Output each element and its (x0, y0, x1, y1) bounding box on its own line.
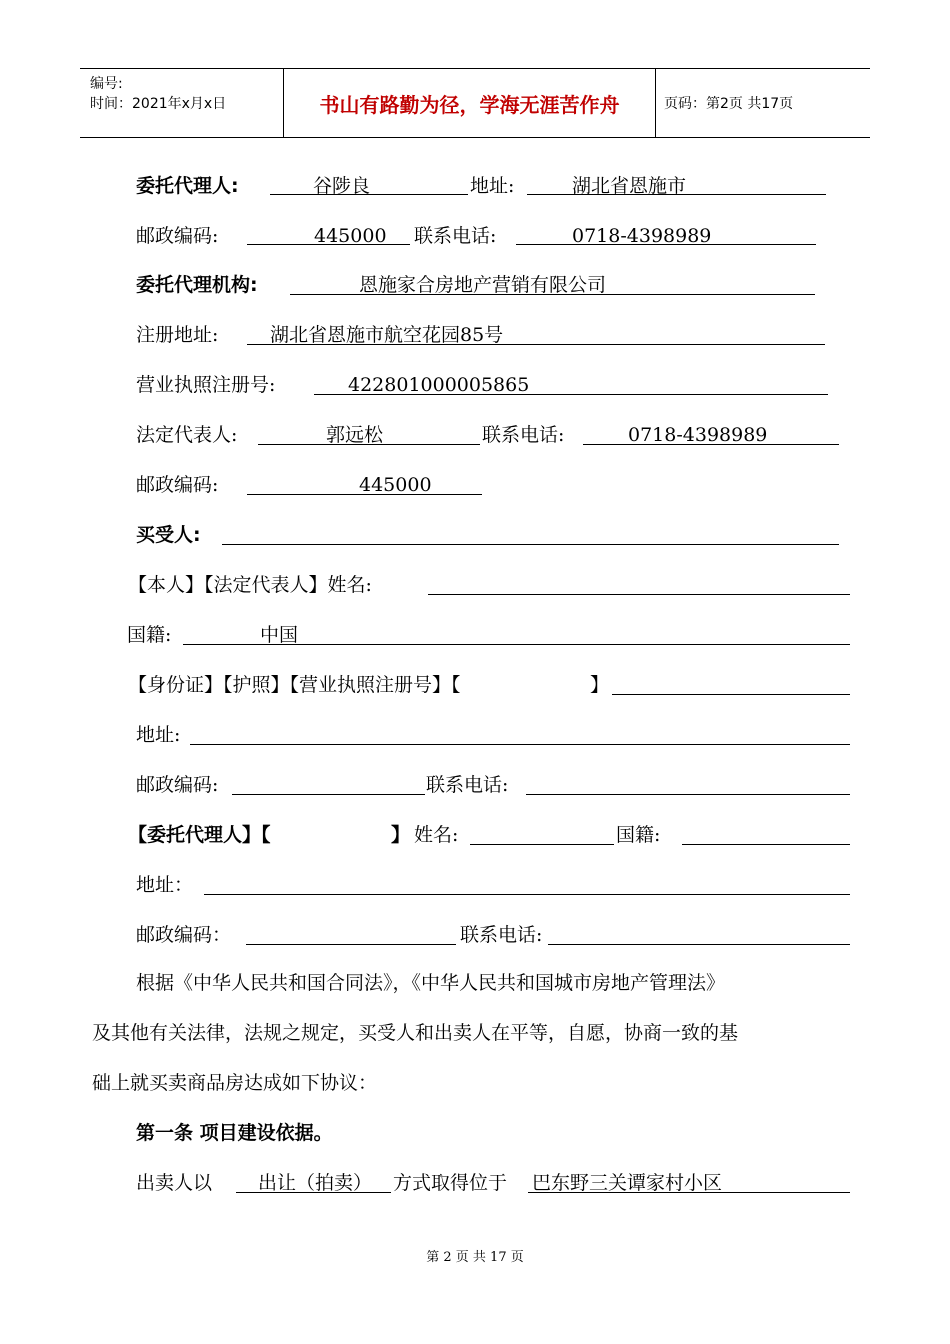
buyer-postcode-label: 邮政编码: (136, 774, 219, 796)
buyer-phone-label: 联系电话: (426, 774, 509, 796)
body-line-2: 及其他有关法律，法规之规定，买受人和出卖人在平等，自愿，协商一致的基 (92, 1022, 739, 1044)
number-label: 编号: (90, 76, 123, 92)
buyer-agent-phone-label: 联系电话: (460, 924, 543, 946)
time-label: 时间：2021年x月x日 (90, 96, 227, 112)
underline (258, 444, 480, 445)
buyer-label: 买受人: (136, 524, 201, 546)
header-page-info: 页码：第2页 共17页 (664, 96, 794, 112)
agency-legal-rep: 郭远松 (326, 424, 384, 446)
underline (204, 894, 850, 895)
buyer-agent-address-row (0, 870, 950, 900)
agency-postcode-label: 邮政编码: (136, 474, 219, 496)
underline (583, 444, 839, 445)
underline (314, 394, 828, 395)
agency-license-row (0, 370, 950, 400)
agency-address-row (0, 320, 950, 350)
agent-phone-label: 联系电话: (414, 225, 497, 247)
body-line-1: 根据《中华人民共和国合同法》，《中华人民共和国城市房地产管理法》 (136, 972, 726, 994)
body-line-2-row (0, 1018, 950, 1048)
buyer-agent-label: 【委托代理人】【 (128, 824, 271, 846)
underline (236, 1192, 391, 1193)
buyer-nationality-row (0, 620, 950, 650)
agency-license-label: 营业执照注册号: (136, 374, 276, 396)
buyer-contact-row (0, 770, 950, 800)
buyer-agent-contact-row (0, 920, 950, 950)
agency-phone: 0718-4398989 (628, 424, 768, 446)
seller-row (0, 1168, 950, 1198)
agency-label: 委托代理机构: (136, 274, 258, 296)
underline (222, 544, 839, 545)
agent-postcode-label: 邮政编码: (136, 225, 219, 247)
agent-label: 委托代理人: (136, 175, 239, 197)
page-header (80, 68, 870, 138)
header-motto: 书山有路勤为径，学海无涯苦作舟 (284, 69, 656, 137)
agency-postcode: 445000 (359, 474, 432, 496)
project-location: 巴东野三关谭家村小区 (532, 1172, 723, 1194)
buyer-agent-row (0, 820, 950, 850)
agency-legal-rep-row (0, 420, 950, 450)
underline (270, 194, 468, 195)
agent-postcode: 445000 (314, 225, 387, 247)
agent-row (0, 171, 950, 201)
underline (682, 844, 850, 845)
acquisition-method-tail: 方式取得位于 (393, 1172, 508, 1194)
underline (428, 594, 850, 595)
underline (246, 944, 456, 945)
underline (190, 744, 850, 745)
buyer-agent-close: 】 (391, 824, 411, 846)
acquisition-method: 出让（拍卖） (258, 1172, 373, 1194)
buyer-address-label: 地址: (136, 724, 181, 746)
buyer-nationality-label: 国籍: (127, 624, 172, 646)
agent-contact-row (0, 221, 950, 251)
agent-name: 谷陟良 (313, 175, 371, 197)
underline (247, 244, 410, 245)
underline (247, 494, 482, 495)
underline (612, 694, 850, 695)
article-title: 第一条 项目建设依据。 (136, 1122, 333, 1144)
underline (247, 344, 825, 345)
underline (526, 794, 850, 795)
underline (470, 844, 614, 845)
underline (232, 794, 425, 795)
agent-phone: 0718-4398989 (572, 225, 712, 247)
underline (548, 944, 850, 945)
buyer-address-row (0, 720, 950, 750)
buyer-id-row (0, 670, 950, 700)
underline (527, 194, 826, 195)
agency-name: 恩施家合房地产营销有限公司 (359, 274, 607, 296)
agency-license: 422801000005865 (348, 374, 530, 396)
buyer-row (0, 520, 950, 550)
buyer-id-label: 【身份证】【护照】【营业执照注册号】【 (128, 674, 461, 696)
agency-postcode-row (0, 470, 950, 500)
buyer-agent-postcode-label: 邮政编码： (136, 924, 232, 946)
underline (183, 644, 850, 645)
buyer-agent-name-label: 姓名: (414, 824, 459, 846)
agency-row (0, 270, 950, 300)
header-meta (80, 69, 284, 137)
underline (528, 1192, 850, 1193)
buyer-name-label: 【本人】【法定代表人】姓名: (128, 574, 372, 596)
buyer-nationality: 中国 (260, 624, 299, 646)
underline (516, 244, 816, 245)
agency-reg-address-label: 注册地址: (136, 324, 219, 346)
seller-text: 出卖人以 (136, 1172, 213, 1194)
agency-reg-address: 湖北省恩施市航空花园85号 (270, 324, 504, 346)
page-footer: 第 2 页 共 17 页 (426, 1250, 524, 1265)
body-line-3-row (0, 1068, 950, 1098)
body-line-1-row (0, 968, 950, 998)
agent-address: 湖北省恩施市 (572, 175, 687, 197)
buyer-agent-nationality-label: 国籍: (616, 824, 661, 846)
agency-phone-label: 联系电话: (482, 424, 565, 446)
buyer-agent-address-label: 地址： (136, 874, 194, 896)
buyer-name-row (0, 570, 950, 600)
agency-legal-rep-label: 法定代表人: (136, 424, 238, 446)
underline (290, 294, 815, 295)
body-line-3: 础上就买卖商品房达成如下协议： (92, 1072, 378, 1094)
agent-address-label: 地址: (470, 175, 515, 197)
buyer-id-close: 】 (590, 674, 610, 696)
article-title-row (0, 1118, 950, 1148)
